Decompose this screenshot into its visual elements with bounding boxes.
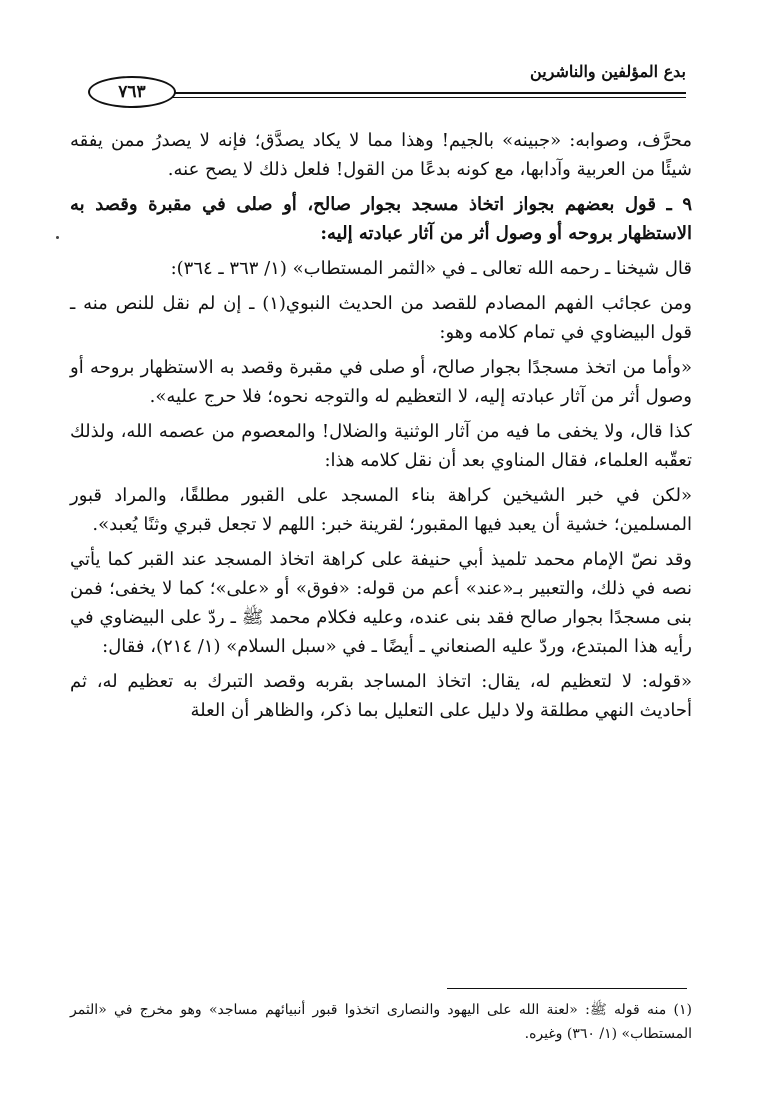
paragraph: ومن عجائب الفهم المصادم للقصد من الحديث النبوي(١) ـ إن لم نقل للنص منه ـ قول البيضاوي في تمام كلامه وهو:: [70, 293, 693, 343]
quotation: «قوله: لا لتعظيم له، يقال: اتخاذ المساجد بقربه وقصد التبرك به تعظيم له، ثم أحاديث النهي مطلقة ولا دليل على التعليل بما ذكر، والظاهر أن العلة: [70, 671, 692, 721]
main-text: [70, 126, 692, 731]
quotation: «لكن في خبر الشيخين كراهة بناء المسجد على القبور مطلقًا، والمراد قبور المسلمين؛ خشية أن يعبد فيها المقبور؛ لقرينة خبر: اللهم لا تجعل قبري وثنًا يُعبد».: [70, 485, 692, 535]
footnotes: [70, 998, 692, 1046]
paragraph: قال شيخنا ـ رحمه الله تعالى ـ في «الثمر المستطاب» (١/ ٣٦٣ ـ ٣٦٤):: [170, 258, 692, 279]
page-header: [86, 58, 686, 108]
header-rule-thick: [96, 92, 686, 94]
running-title: بدع المؤلفين والناشرين: [530, 62, 686, 81]
paragraph: محرَّف، وصوابه: «جبينه» بالجيم! وهذا مما لا يكاد يصدَّق؛ فإنه لا يصدرُ ممن يفقه شيئًا من العربية وآدابها، مع كونه بدعًا من القول! فلعل ذلك لا يصح عنه.: [70, 130, 692, 180]
paragraph: وقد نصّ الإمام محمد تلميذ أبي حنيفة على كراهة اتخاذ المسجد عند القبر كما يأتي نصه في ذلك، والتعبير بـ«عند» أعم من قوله: «فوق» أو «على»؛ كما لا يخفى؛ فمن بنى مسجدًا بجوار صالح فقد بنى عنده، وعليه فكلام محمد ﷺ ـ ردّ على البيضاوي في رأيه هذا المبتدع، وردّ عليه الصنعاني ـ أيضًا ـ في «سبل السلام» (١/ ٢١٤)، فقال:: [70, 549, 692, 657]
quotation: «وأما من اتخذ مسجدًا بجوار صالح، أو صلى في مقبرة وقصد به الاستظهار بروحه أو وصول أثر من آثار عبادته إليه، لا التعظيم له والتوجه نحوه؛ فلا حرج عليه».: [70, 357, 692, 407]
section-heading: ٩ ـ قول بعضهم بجواز اتخاذ مسجد بجوار صالح، أو صلى في مقبرة وقصد به الاستظهار بروحه أو وصول أثر من آثار عبادته إليه:: [70, 194, 692, 244]
header-rule-thin: [96, 97, 686, 98]
footnote-separator: [447, 988, 687, 989]
paragraph: كذا قال، ولا يخفى ما فيه من آثار الوثنية والضلال! والمعصوم من عصمه الله، ولذلك تعقّبه العلماء، فقال المناوي بعد أن نقل كلامه هذا:: [70, 421, 692, 471]
margin-dot: [56, 236, 59, 239]
footnote: (١) منه قوله ﷺ: «لعنة الله على اليهود والنصارى اتخذوا قبور أنبيائهم مساجد» وهو مخرج في «الثمر المستطاب» (١/ ٣٦٠) وغيره.: [70, 1002, 692, 1042]
page-number: ٧٦٣: [88, 76, 176, 108]
